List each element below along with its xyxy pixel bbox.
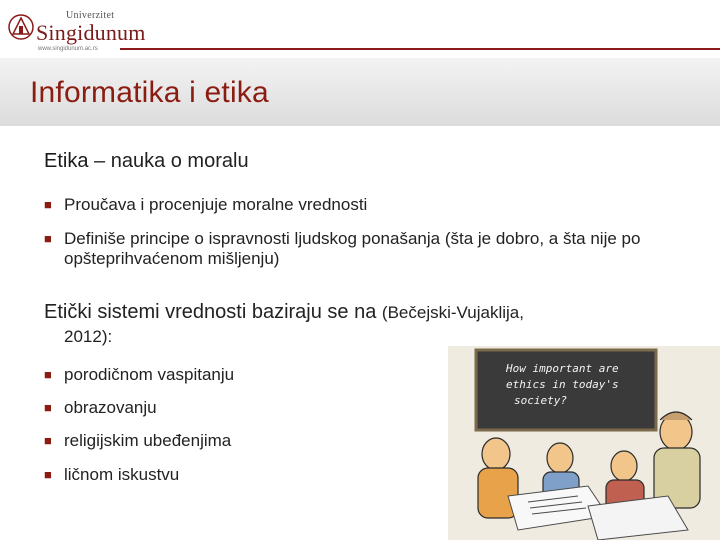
square-bullet-icon: ■: [44, 197, 52, 212]
header-divider: [120, 48, 720, 50]
list-item-text: porodičnom vaspitanju: [64, 365, 235, 384]
ethics-term: Etika: [44, 150, 89, 172]
list-item-text: Proučava i procenjuje moralne vrednosti: [64, 195, 368, 214]
list-item-text: obrazovanju: [64, 398, 157, 417]
square-bullet-icon: ■: [44, 400, 52, 415]
square-bullet-icon: ■: [44, 433, 52, 448]
board-text-line-2: ethics in today's: [506, 378, 619, 391]
slide-title: Informatika i etika: [30, 76, 269, 109]
list-item: [44, 465, 424, 485]
list-item: [44, 365, 424, 385]
list-item-text: Definiše principe o ispravnosti ljudskog ponašanja (šta je dobro, a šta nije po opšteprihvaćenom mišljenju): [64, 229, 641, 268]
value-systems-text: Etički sistemi vrednosti baziraju se na: [44, 301, 377, 323]
list-item: [44, 195, 674, 215]
square-bullet-icon: ■: [44, 367, 52, 382]
square-bullet-icon: ■: [44, 467, 52, 482]
list-item: [44, 431, 424, 451]
ethics-definition-text: – nauka o moralu: [88, 150, 249, 172]
university-logo: [8, 8, 146, 54]
board-text-line-1: How important are: [506, 362, 619, 375]
university-seal-icon: [8, 14, 34, 40]
university-label: Univerzitet: [66, 10, 115, 21]
board-text-line-3: society?: [514, 394, 567, 407]
list-item: [44, 398, 424, 418]
ethics-definition: [44, 150, 249, 173]
citation: (Bečejski-Vujaklija,: [381, 303, 524, 322]
citation-year: 2012):: [64, 327, 113, 346]
university-url: www.singidunum.ac.rs: [38, 46, 98, 52]
square-bullet-icon: ■: [44, 231, 52, 246]
university-name: Singidunum: [36, 20, 146, 45]
classroom-cartoon: [448, 346, 720, 540]
list-item-text: religijskim ubeđenjima: [64, 431, 232, 450]
list-item: [44, 229, 684, 269]
value-systems-statement: [44, 300, 684, 349]
list-item-text: ličnom iskustvu: [64, 465, 180, 484]
